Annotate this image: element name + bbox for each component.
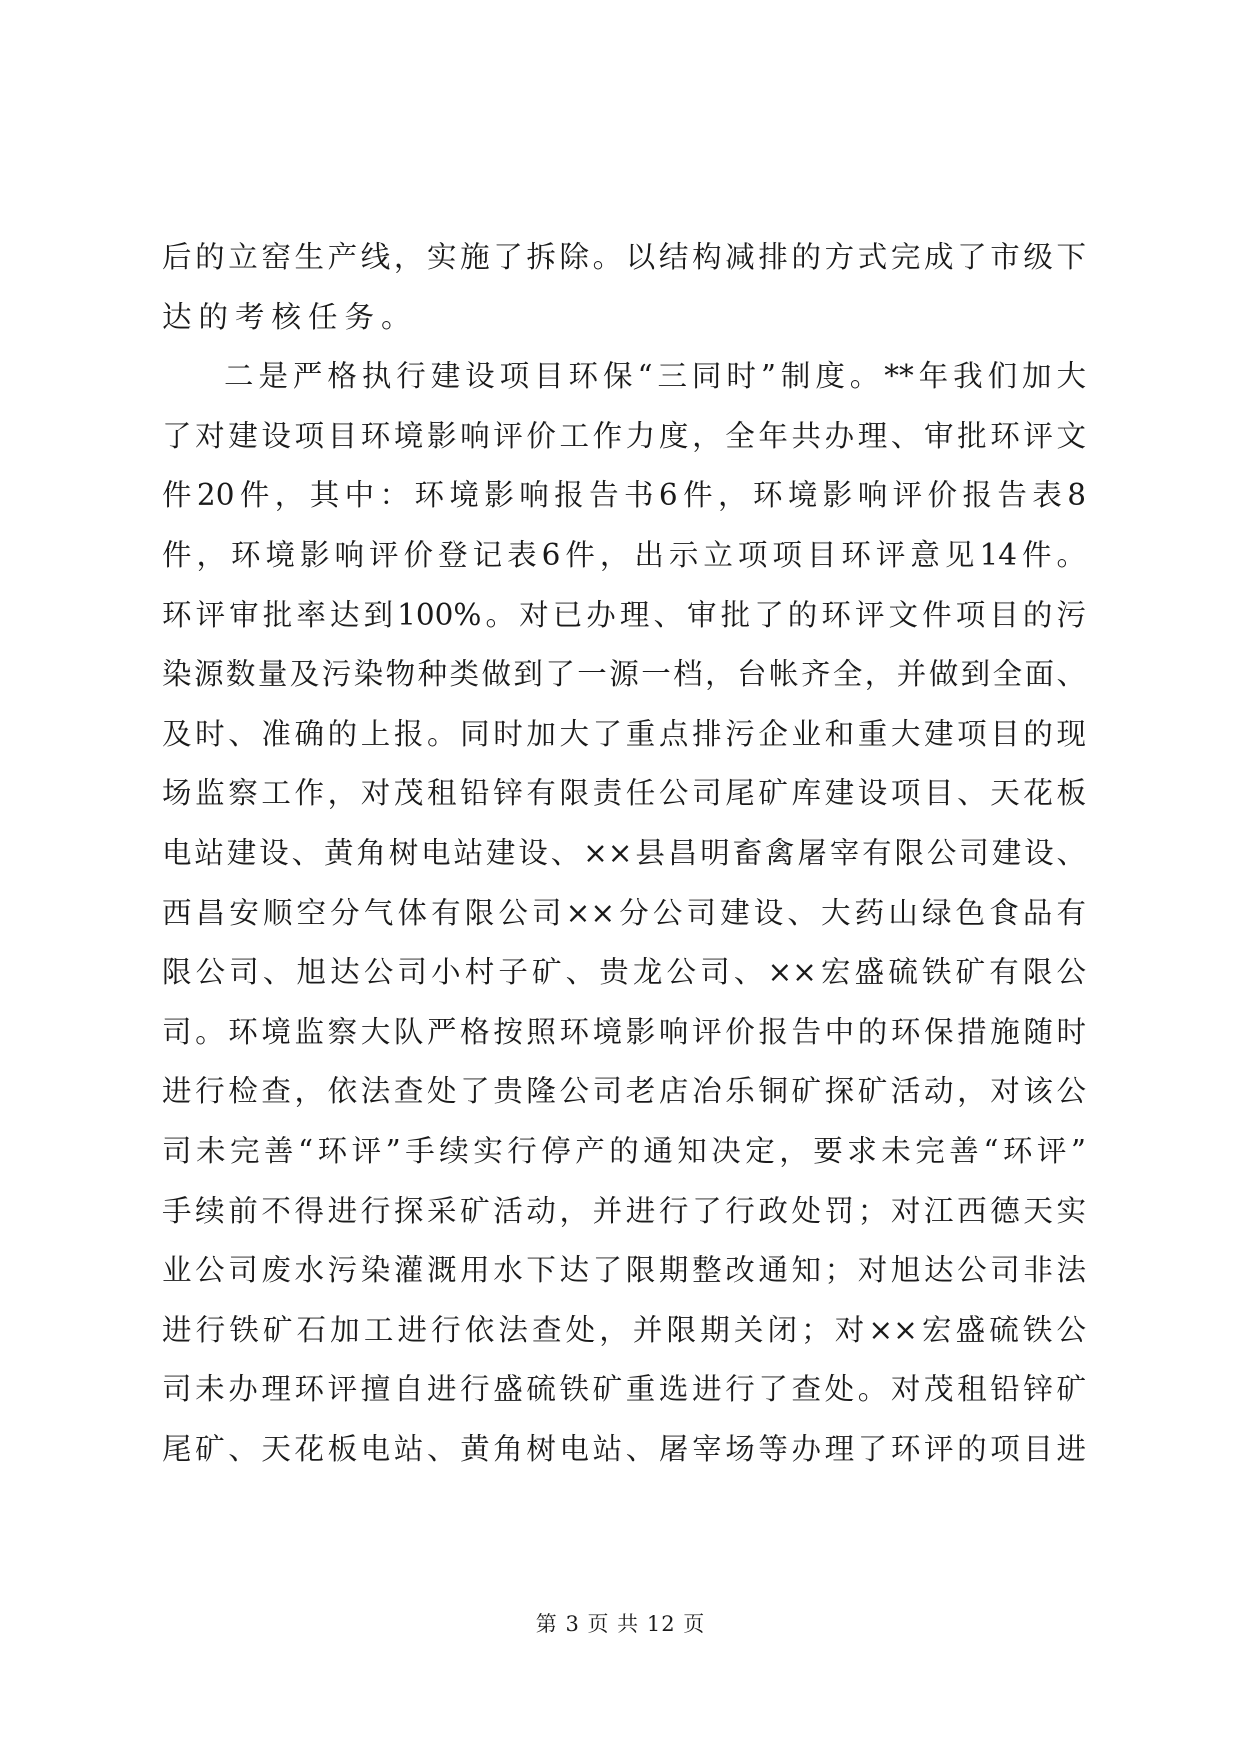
body-text (162, 228, 1086, 1479)
text-line: 手续前不得进行探采矿活动，并进行了行政处罚；对江西德天实 (162, 1193, 1086, 1228)
text-line: 件20件，其中：环境影响报告书6件，环境影响评价报告表8 (162, 478, 1086, 513)
text-line: 司未办理环评擅自进行盛硫铁矿重选进行了查处。对茂租铅锌矿 (162, 1372, 1086, 1407)
text-line: 染源数量及污染物种类做到了一源一档，台帐齐全，并做到全面、 (162, 657, 1086, 692)
text-line: 后的立窑生产线，实施了拆除。以结构减排的方式完成了市级下 (162, 240, 1086, 274)
page-number-footer: 第 3 页 共 12 页 (535, 1612, 706, 1636)
text-line: 件，环境影响评价登记表6件，出示立项项目环评意见14件。 (162, 537, 1086, 572)
text-line: 限公司、旭达公司小村子矿、贵龙公司、××宏盛硫铁矿有限公 (162, 955, 1086, 990)
paragraph-first-line: 二是严格执行建设项目环保“三同时”制度。**年我们加大 (224, 359, 1086, 394)
text-line: 电站建设、黄角树电站建设、××县昌明畜禽屠宰有限公司建设、 (162, 835, 1086, 870)
text-line: 尾矿、天花板电站、黄角树电站、屠宰场等办理了环评的项目进 (162, 1431, 1086, 1466)
text-line: 及时、准确的上报。同时加大了重点排污企业和重大建项目的现 (162, 716, 1086, 751)
text-line: 进行铁矿石加工进行依法查处，并限期关闭；对××宏盛硫铁公 (162, 1312, 1086, 1347)
text-line: 场监察工作，对茂租铅锌有限责任公司尾矿库建设项目、天花板 (162, 776, 1086, 811)
text-line: 达的考核任务。 (162, 299, 418, 334)
text-line: 进行检查，依法查处了贵隆公司老店冶乐铜矿探矿活动，对该公 (162, 1074, 1086, 1109)
text-line: 司未完善“环评”手续实行停产的通知决定，要求未完善“环评” (162, 1133, 1086, 1168)
text-line: 了对建设项目环境影响评价工作力度，全年共办理、审批环评文 (162, 418, 1086, 453)
text-line: 西昌安顺空分气体有限公司××分公司建设、大药山绿色食品有 (162, 895, 1086, 930)
text-line: 司。环境监察大队严格按照环境影响评价报告中的环保措施随时 (162, 1014, 1086, 1049)
text-line: 环评审批率达到100%。对已办理、审批了的环评文件项目的污 (162, 597, 1086, 632)
text-line: 业公司废水污染灌溉用水下达了限期整改通知；对旭达公司非法 (162, 1253, 1086, 1288)
